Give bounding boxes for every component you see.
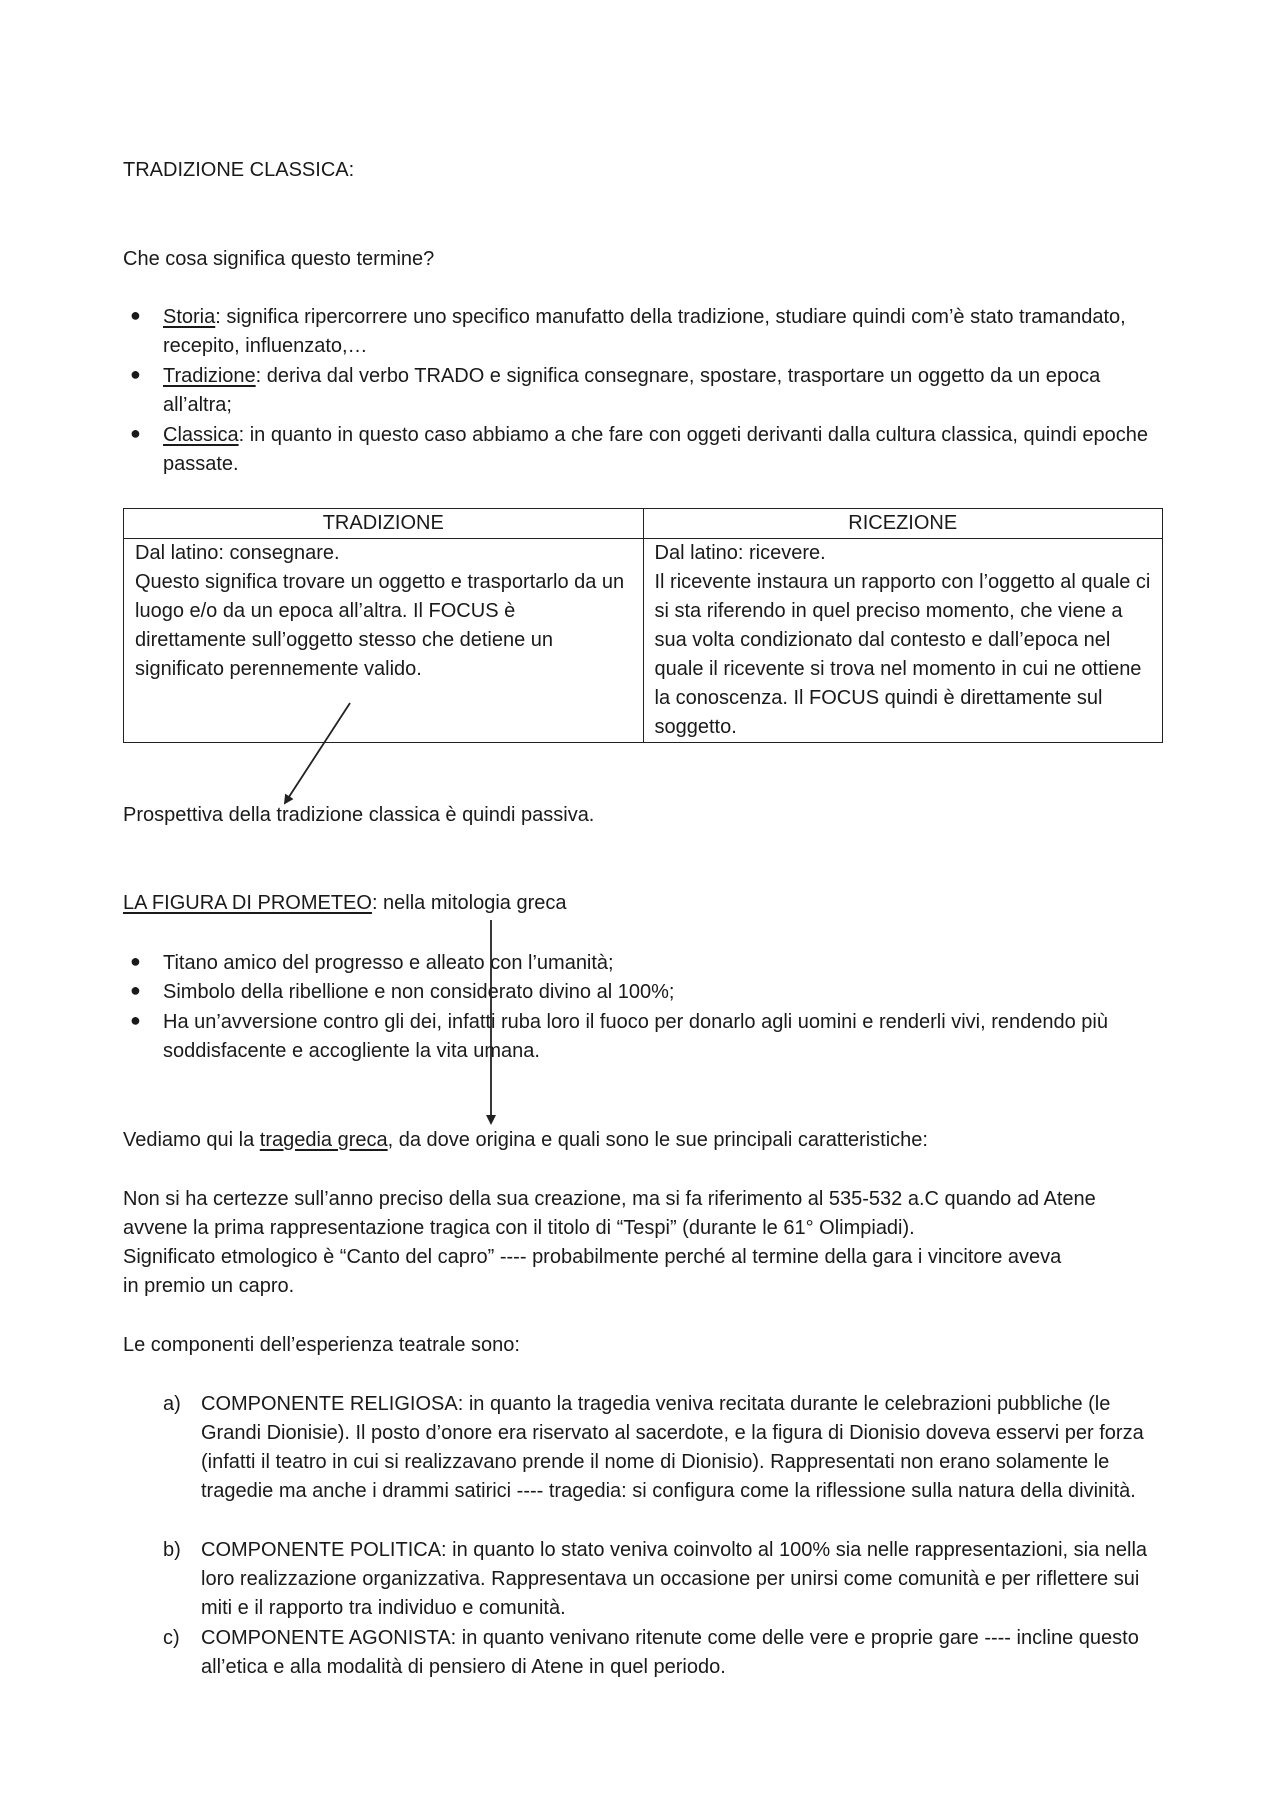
table-cell-ricezione: Dal latino: ricevere. Il ricevente instaura un rapporto con l’oggetto al quale ci si sta riferendo in quel preciso momento, che viene a sua volta condizionato dal contesto e dall’epoca nel quale il ricevente si trova nel momento in cui ne ottiene la conoscenza. Il FOCUS quindi è direttamente sul soggetto.	[643, 539, 1163, 743]
list-label: b)	[163, 1539, 181, 1561]
table-row	[124, 539, 1163, 743]
list-item-text: Ha un’avversione contro gli dei, infatti ruba loro il fuoco per donarlo agli uomini e renderli vivi, rendendo più soddisfacente e accogliente la vita umana.	[163, 1011, 1108, 1062]
list-item	[123, 303, 1163, 363]
table-header: RICEZIONE	[643, 509, 1163, 539]
table-cell-tradizione: Dal latino: consegnare. Questo significa trovare un oggetto e trasportarlo da un luogo e/o da un epoca all’altra. Il FOCUS è direttamente sull’oggetto stesso che detiene un significato perennemente valido.	[124, 539, 644, 743]
definition-term: Classica	[163, 424, 239, 446]
list-item	[123, 1390, 1163, 1536]
definition-text: : deriva dal verbo TRADO e significa consegnare, spostare, trasportare un oggetto da un epoca all’altra;	[163, 365, 1101, 416]
paragraph-line: Non si ha certezze sull’anno preciso della sua creazione, ma si fa riferimento al 535-532 a.C quando ad Atene	[123, 1188, 1096, 1210]
definition-text: : significa ripercorrere uno specifico manufatto della tradizione, studiare quindi com’è stato tramandato, recepito, influenzato,…	[163, 306, 1126, 357]
definition-term: Tradizione	[163, 365, 256, 387]
list-item	[123, 1008, 1163, 1068]
list-item-text: COMPONENTE AGONISTA: in quanto venivano ritenute come delle vere e proprie gare ---- incline questo all’etica e alla modalità di pensiero di Atene in quel periodo.	[201, 1627, 1139, 1678]
bullet-icon: ●	[130, 951, 141, 971]
list-label: c)	[163, 1627, 180, 1649]
prometeo-heading	[123, 889, 567, 917]
list-item	[123, 978, 1163, 1008]
bullet-icon: ●	[130, 305, 141, 325]
list-item-text: COMPONENTE RELIGIOSA: in quanto la tragedia veniva recitata durante le celebrazioni pubbliche (le Grandi Dionisie). Il posto d’onore era riservato al sacerdote, e la figura di Dionisio doveva esservi per forza (infatti il teatro in cui si realizzavano prende il nome di Dionisio). Rappresentati non erano solamente le tragedie ma anche i drammi satirici ---- tragedia: si configura come la riflessione sulla natura della divinità.	[201, 1393, 1144, 1502]
paragraph-line: Significato etmologico è “Canto del capro” ---- probabilmente perché al termine della gara i vincitore aveva	[123, 1246, 1062, 1268]
paragraph-line: avvene la prima rappresentazione tragica con il titolo di “Tespi” (durante le 61° Olimpiadi).	[123, 1217, 915, 1239]
page-title: TRADIZIONE CLASSICA:	[123, 159, 355, 181]
list-item-text: COMPONENTE POLITICA: in quanto lo stato veniva coinvolto al 100% sia nelle rappresentazioni, sia nella loro realizzazione organizzativa. Rappresentava un occasione per unirsi come comunità e per riflettere sui miti e il rapporto tra individuo e comunità.	[201, 1539, 1148, 1619]
bullet-icon: ●	[130, 364, 141, 384]
question-text: Che cosa significa questo termine?	[123, 248, 435, 270]
list-item	[123, 1536, 1163, 1624]
tragedia-link: tragedia greca	[259, 1129, 388, 1151]
componenti-intro: Le componenti dell’esperienza teatrale sono:	[123, 1334, 520, 1356]
paragraph-line: in premio un capro.	[123, 1275, 295, 1297]
bullet-icon: ●	[130, 1010, 141, 1030]
list-label: a)	[163, 1393, 181, 1415]
tragedia-intro-before: Vediamo qui la	[123, 1129, 260, 1151]
comparison-table	[123, 508, 1163, 743]
list-item-text: Simbolo della ribellione e non considerato divino al 100%;	[163, 981, 675, 1003]
prometeo-heading-rest: : nella mitologia greca	[371, 892, 567, 914]
list-item	[123, 949, 1163, 979]
prometeo-heading-title: LA FIGURA DI PROMETEO	[123, 892, 372, 914]
definition-text: : in quanto in questo caso abbiamo a che fare con oggeti derivanti dalla cultura classica, quindi epoche passate.	[163, 424, 1149, 475]
table-header-row	[124, 509, 1163, 539]
definition-term: Storia	[163, 306, 216, 328]
prospettiva-text: Prospettiva della tradizione classica è quindi passiva.	[123, 804, 595, 826]
tragedia-intro-after: , da dove origina e quali sono le sue principali caratteristiche:	[387, 1129, 928, 1151]
list-item	[123, 421, 1163, 481]
bullet-icon: ●	[130, 423, 141, 443]
bullet-icon: ●	[130, 980, 141, 1000]
list-item	[123, 362, 1163, 422]
list-item-text: Titano amico del progresso e alleato con l’umanità;	[163, 952, 614, 974]
tragedia-intro	[123, 1126, 928, 1154]
table-header: TRADIZIONE	[124, 509, 644, 539]
list-item	[123, 1624, 1163, 1684]
